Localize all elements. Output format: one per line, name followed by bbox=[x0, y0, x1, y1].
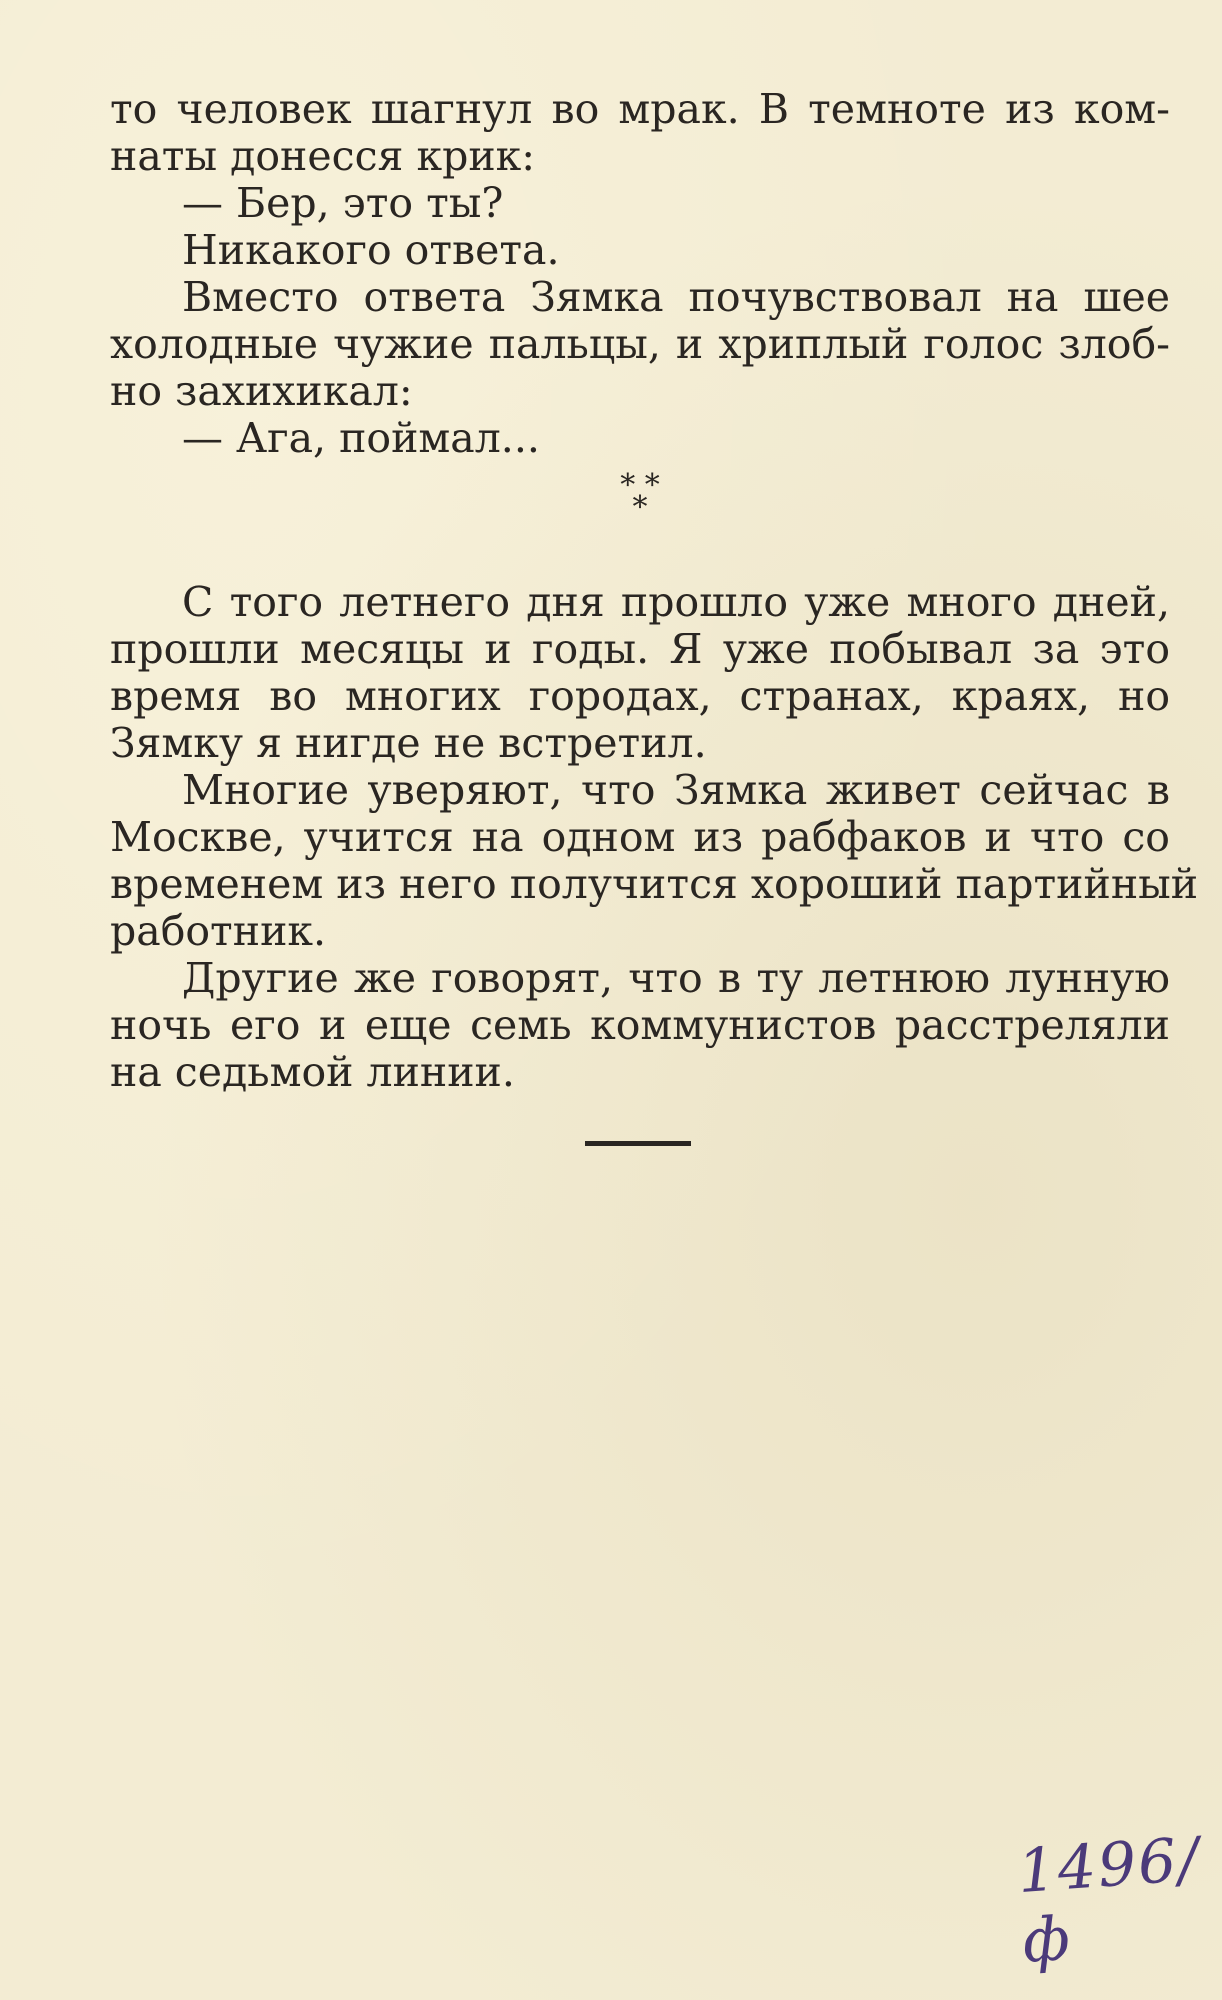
text-line: Зямку я нигде не встретил. bbox=[110, 719, 707, 767]
section-separator: * * * bbox=[620, 468, 660, 525]
handwritten-note: 1496/ф bbox=[1015, 1824, 1203, 1977]
text-line: Москве, учится на одном из рабфаков и что со bbox=[110, 813, 1170, 861]
text-line: ночь его и еще семь коммунистов расстреляли bbox=[110, 1001, 1170, 1049]
text-line: но захихикал: bbox=[110, 367, 413, 415]
text-line: наты донесся крик: bbox=[110, 132, 536, 180]
text-line: время во многих городах, странах, краях, но bbox=[110, 672, 1170, 720]
text-line: — Ага, поймал... bbox=[182, 414, 540, 462]
text-line: временем из него получится хороший партийный bbox=[110, 860, 1199, 908]
text-line: С того летнего дня прошло уже много дней, bbox=[182, 578, 1170, 626]
text-line: Вместо ответа Зямка почувствовал на шее bbox=[182, 273, 1170, 321]
text-line: Другие же говорят, что в ту летнюю лунную bbox=[182, 954, 1170, 1002]
text-line: Многие уверяют, что Зямка живет сейчас в bbox=[182, 766, 1170, 814]
text-line: — Бер, это ты? bbox=[182, 179, 504, 227]
text-line: Никакого ответа. bbox=[182, 226, 560, 274]
text-line: холодные чужие пальцы, и хриплый голос злоб- bbox=[110, 320, 1170, 368]
text-line: на седьмой линии. bbox=[110, 1048, 515, 1096]
text-line: прошли месяцы и годы. Я уже побывал за это bbox=[110, 625, 1170, 673]
body-text bbox=[110, 85, 1199, 1096]
end-rule bbox=[585, 1141, 691, 1146]
text-line: работник. bbox=[110, 907, 327, 955]
text-line: то человек шагнул во мрак. В темноте из ком- bbox=[110, 85, 1170, 133]
